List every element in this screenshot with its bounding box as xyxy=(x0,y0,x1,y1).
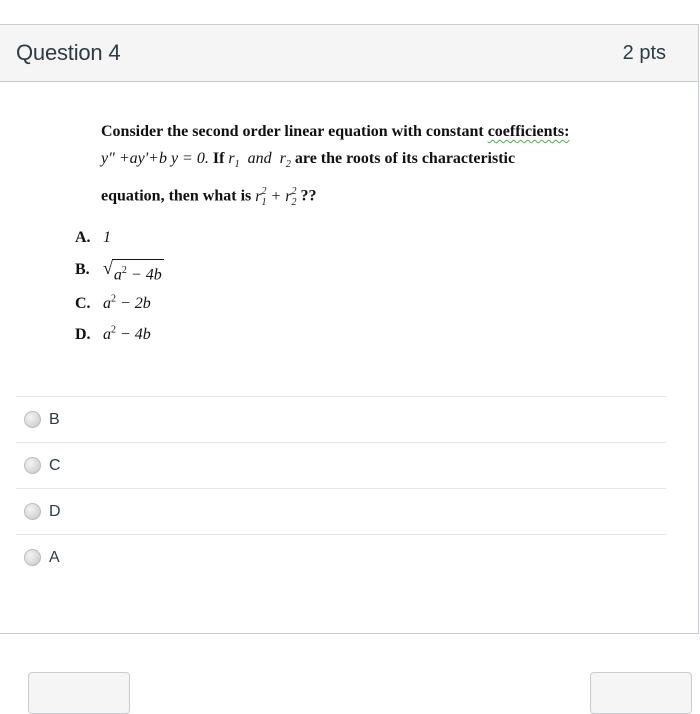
radio-button[interactable] xyxy=(24,549,41,566)
answer-label: D xyxy=(49,502,61,520)
spellcheck-word: coefficients: xyxy=(487,123,570,140)
previous-button[interactable] xyxy=(28,672,130,714)
question-points: 2 pts xyxy=(622,41,666,64)
question-line-1: Consider the second order linear equation with constant coefficients: xyxy=(101,123,570,140)
answer-option-b[interactable] xyxy=(16,396,666,442)
answer-option-c[interactable] xyxy=(16,442,666,488)
and-word: and xyxy=(247,150,272,167)
sqrt-icon: √ xyxy=(103,258,113,278)
answer-label: A xyxy=(49,548,60,566)
radio-button[interactable] xyxy=(24,457,41,474)
if-word: If xyxy=(212,150,225,167)
choice-b: B. √ $a^2 - 4b$ xyxy=(75,253,164,284)
next-button[interactable] xyxy=(590,672,692,714)
answer-label: B xyxy=(49,410,60,428)
root-r2: $r_2$ xyxy=(279,150,291,171)
choice-d: D. $a^2 - 4b$ xyxy=(75,325,151,344)
answer-option-a[interactable] xyxy=(16,534,666,580)
question-title: Question 4 xyxy=(16,40,121,65)
question-marks: ?? xyxy=(300,187,317,205)
choice-list xyxy=(75,222,164,346)
choice-a: A. 1 xyxy=(75,229,111,246)
radio-button[interactable] xyxy=(24,411,41,428)
question-text xyxy=(101,118,661,216)
answer-options xyxy=(16,396,666,580)
question-line-3: equation, then what is xyxy=(101,187,252,205)
answer-option-d[interactable] xyxy=(16,488,666,534)
equation: y" +ay'+b y = 0. xyxy=(101,150,209,167)
question-header xyxy=(0,25,698,82)
root-r1: $r_1$ xyxy=(228,150,240,171)
roots-text: are the roots of its characteristic xyxy=(294,150,516,167)
radio-button[interactable] xyxy=(24,503,41,520)
sqrt-expression: √ $a^2 - 4b$ xyxy=(103,253,164,286)
choice-c: C. $a^2 - 2b$ xyxy=(75,294,151,313)
answer-label: C xyxy=(49,456,61,474)
sum-of-squares: $r_1^2 + r_2^2$ xyxy=(255,186,297,208)
